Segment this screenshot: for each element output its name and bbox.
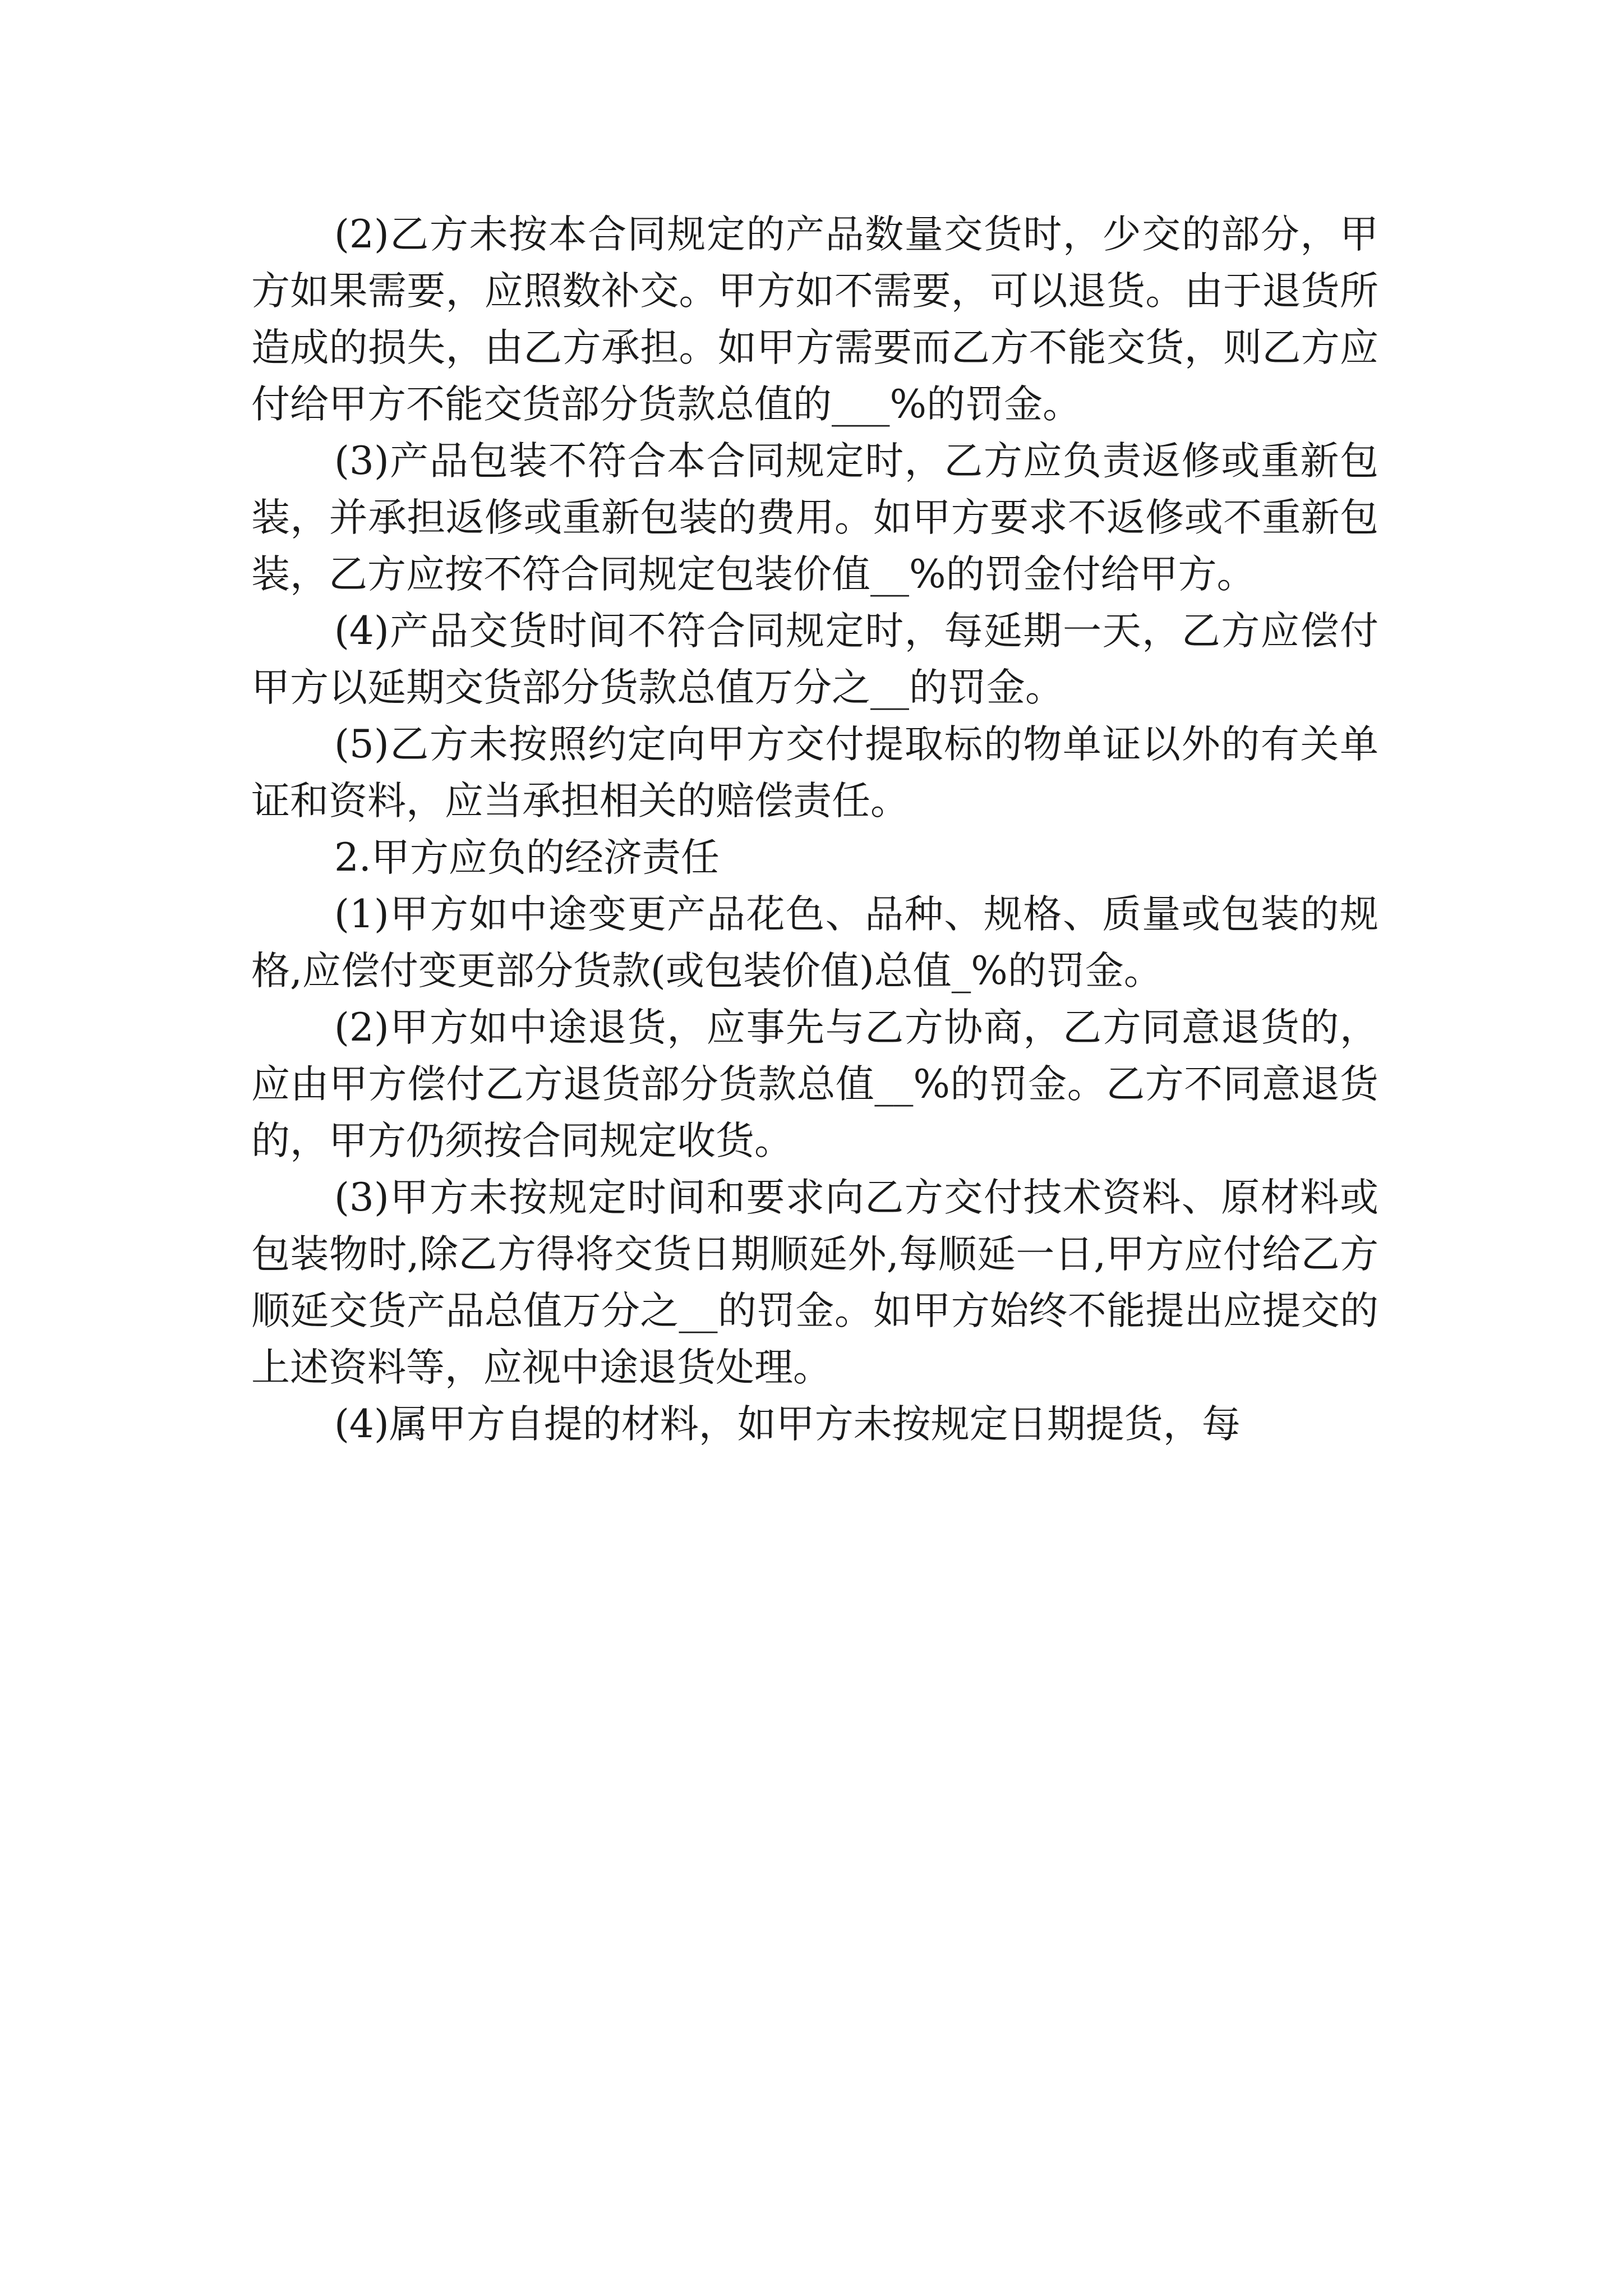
- paragraph-supplier-quantity-shortfall: (2)乙方未按本合同规定的产品数量交货时，少交的部分，甲方如果需要，应照数补交。甲方如不需要，可以退货。由于退货所造成的损失，由乙方承担。如甲方需要而乙方不能交货，则乙方应付给甲方不能交货部分货款总值的___%的罚金。: [251, 212, 1378, 427]
- paragraph-buyer-spec-change: (1)甲方如中途变更产品花色、品种、规格、质量或包装的规格,应偿付变更部分货款(或包装价值)总值_%的罚金。: [251, 892, 1378, 993]
- paragraph-buyer-return: (2)甲方如中途退货，应事先与乙方协商，乙方同意退货的，应由甲方偿付乙方退货部分货款总值__%的罚金。乙方不同意退货的，甲方仍须按合同规定收货。: [251, 1005, 1378, 1163]
- section-heading-buyer-liability: 2.甲方应负的经济责任: [334, 835, 720, 880]
- paragraph-supplier-late-delivery: (4)产品交货时间不符合同规定时，每延期一天，乙方应偿付甲方以延期交货部分货款总值万分之__的罚金。: [251, 609, 1378, 710]
- paragraph-supplier-documents: (5)乙方未按照约定向甲方交付提取标的物单证以外的有关单证和资料，应当承担相关的赔偿责任。: [251, 722, 1378, 823]
- paragraph-supplier-packaging: (3)产品包装不符合本合同规定时，乙方应负责返修或重新包装，并承担返修或重新包装的费用。如甲方要求不返修或不重新包装，乙方应按不符合同规定包装价值__%的罚金付给甲方。: [251, 439, 1378, 597]
- contract-text: [251, 206, 1378, 1453]
- paragraph-buyer-late-materials: (3)甲方未按规定时间和要求向乙方交付技术资料、原材料或包装物时,除乙方得将交货日期顺延外,每顺延一日,甲方应付给乙方顺延交货产品总值万分之__的罚金。如甲方始终不能提出应提交的上述资料等，应视中途退货处理。: [251, 1175, 1378, 1390]
- paragraph-buyer-self-pickup: (4)属甲方自提的材料，如甲方未按规定日期提货，每: [334, 1402, 1241, 1447]
